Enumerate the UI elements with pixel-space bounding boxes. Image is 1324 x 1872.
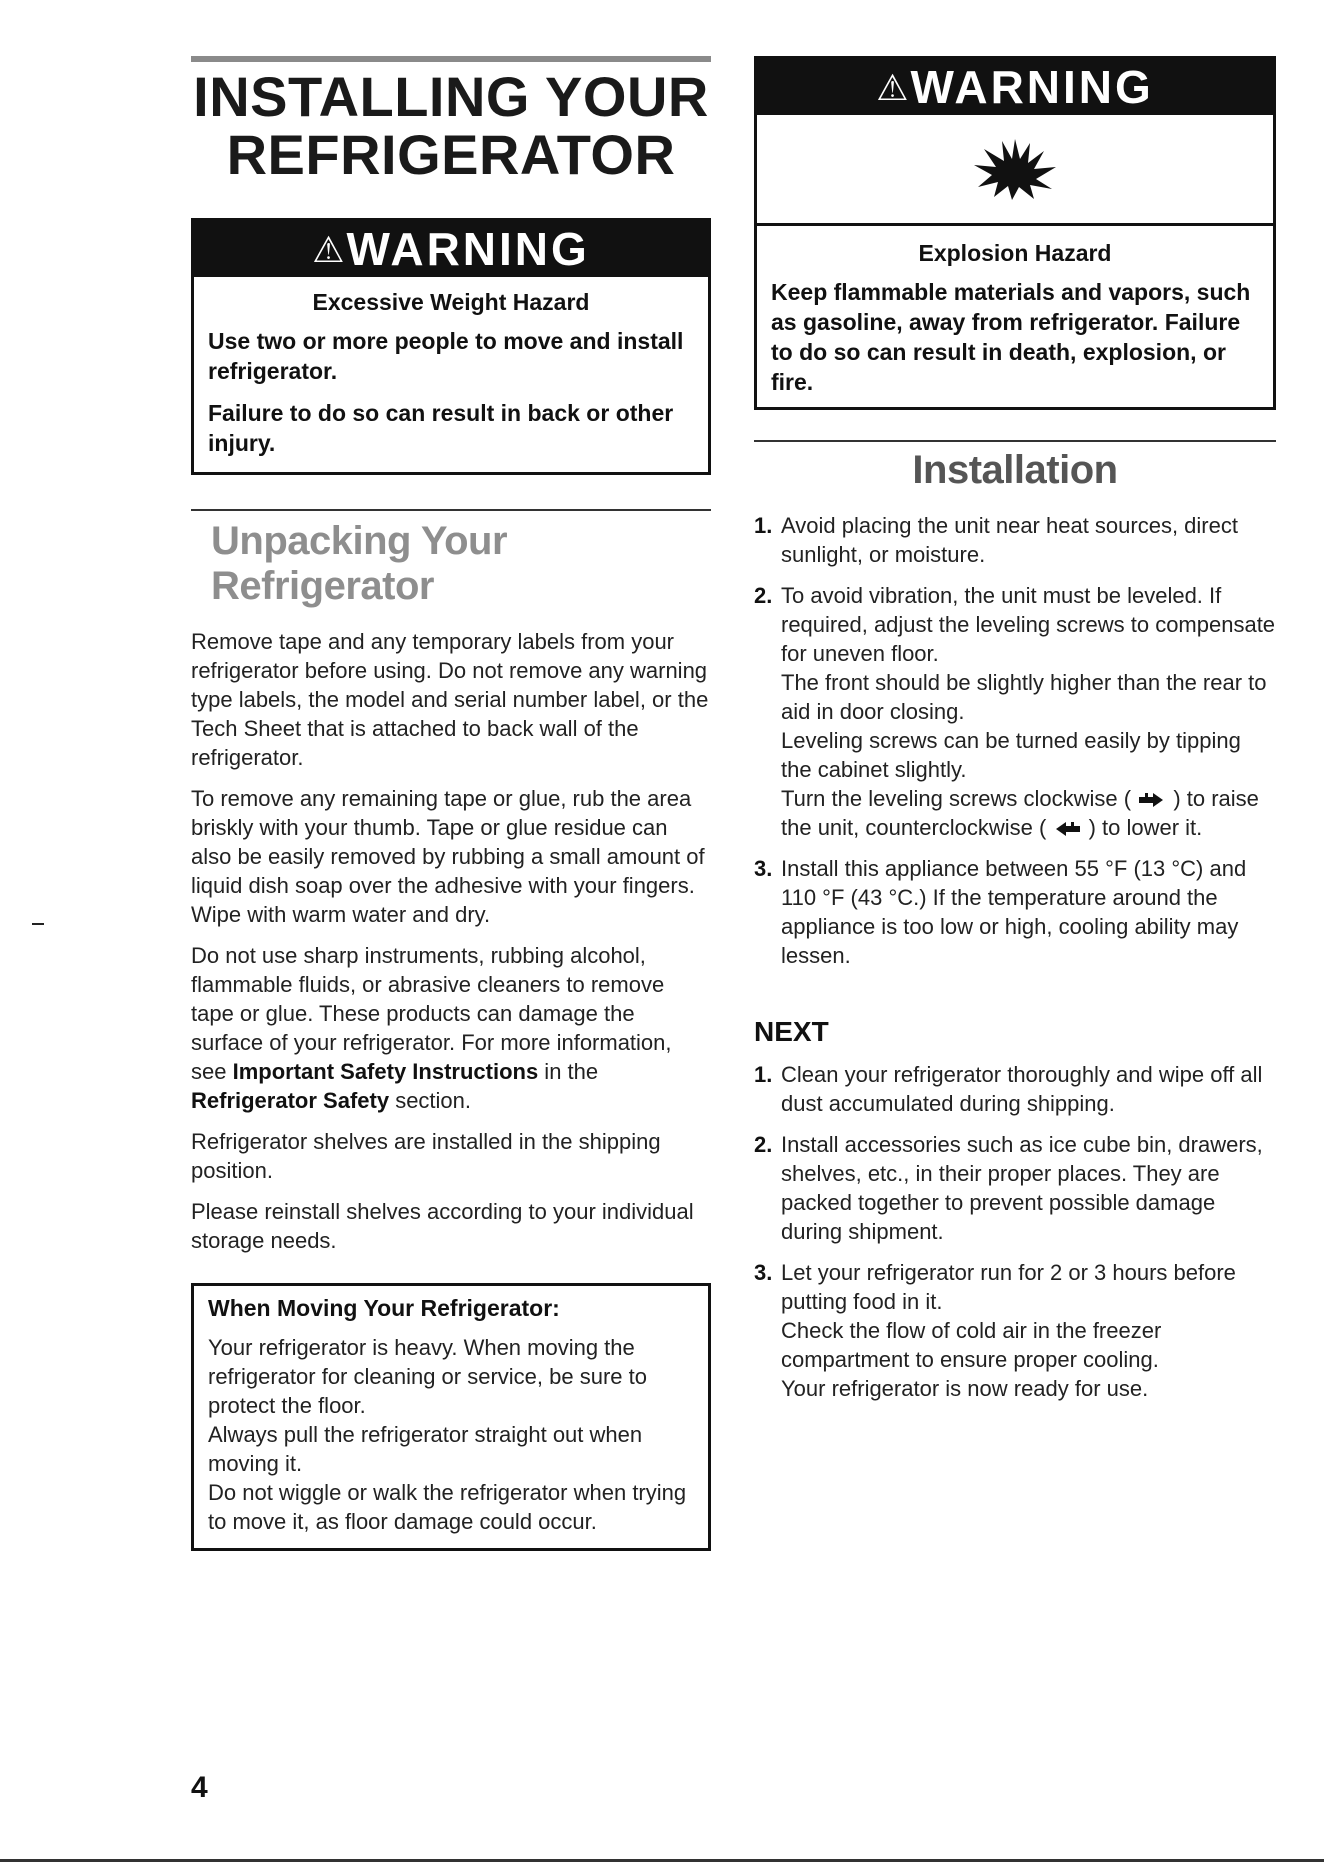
weight-warning-box (191, 218, 711, 475)
installation-list (754, 511, 1276, 970)
unpacking-paragraph: Refrigerator shelves are installed in the shipping position. (191, 1129, 661, 1183)
list-item: 2. To avoid vibration, the unit must be leveled. If required, adjust the leveling screws to compensate for uneven floor. The front should be slightly higher than the rear to aid in door closing. Leveling screws can be turned easily by tipping the cabinet slightly. Turn the leveling screws clockwise ( ) to raise the unit, counterclockwise ( ) to lower it. (754, 583, 1276, 840)
list-item: 1. Clean your refrigerator thoroughly and wipe off all dust accumulated during shipping. (754, 1062, 1263, 1116)
unpacking-paragraph: Remove tape and any temporary labels from your refrigerator before using. Do not remove any warning type labels, the model and serial number label, or the Tech Sheet that is attached to back wall of the refrigerator. (191, 629, 709, 770)
margin-mark (32, 923, 44, 925)
clockwise-arrow-icon (1137, 791, 1167, 809)
next-title: NEXT (754, 1016, 829, 1047)
list-item: 3. Install this appliance between 55 °F (13 °C) and 110 °F (43 °C.) If the temperature around the appliance is too low or high, cooling ability may lessen. (754, 856, 1247, 968)
explosion-hazard-subtitle: Explosion Hazard (918, 240, 1112, 266)
moving-notice-box: When Moving Your Refrigerator: Your refrigerator is heavy. When moving the refrigerator for cleaning or service, be sure to protect the floor. Always pull the refrigerator straight out when moving it. Do not wiggle or walk the refrigerator when trying to move it, as floor damage could occur. (191, 1283, 711, 1551)
explosion-icon-area (757, 115, 1273, 226)
explosion-warning-body: Keep flammable materials and vapors, such as gasoline, away from refrigerator. Failure to do so can result in death, explosion, or fire. (771, 279, 1251, 395)
top-rule (191, 56, 711, 62)
weight-hazard-subtitle: Excessive Weight Hazard (312, 289, 590, 315)
page-number: 4 (191, 1771, 208, 1804)
list-item: 2. Install accessories such as ice cube bin, drawers, shelves, etc., in their proper places. They are packed together to prevent possible damage during shipment. (754, 1132, 1263, 1244)
page-title: INSTALLING YOUR REFRIGERATOR (193, 65, 709, 186)
unpacking-paragraph: Do not use sharp instruments, rubbing alcohol, flammable fluids, or abrasive cleaners to remove tape or glue. These products can damage the surface of your refrigerator. For more information, see Important Safety Instructions in the Refrigerator Safety section. (191, 943, 672, 1113)
refrigerator-safety-reference: Refrigerator Safety (191, 1088, 390, 1113)
explosion-warning-box (754, 56, 1276, 410)
moving-notice-title: When Moving Your Refrigerator: (208, 1295, 560, 1321)
installation-title: Installation (912, 448, 1118, 492)
unpacking-text (191, 627, 711, 1255)
safety-instructions-reference: Important Safety Instructions (232, 1059, 539, 1084)
list-item: 3. Let your refrigerator run for 2 or 3 hours before putting food in it. Check the flow of cold air in the freezer compartment to ensure proper cooling. Your refrigerator is now ready for use. (754, 1260, 1236, 1401)
warning-header: ⚠WARNING (757, 59, 1273, 115)
warning-header: ⚠WARNING (194, 221, 708, 277)
bottom-rule (0, 1859, 1324, 1862)
counterclockwise-arrow-icon (1052, 820, 1082, 838)
section-rule (191, 509, 711, 511)
list-item: 1. Avoid placing the unit near heat sources, direct sunlight, or moisture. (754, 513, 1238, 567)
warning-triangle-icon: ⚠ (876, 67, 909, 108)
right-column (754, 56, 1276, 1415)
unpacking-paragraph: Please reinstall shelves according to your individual storage needs. (191, 1199, 694, 1253)
unpacking-paragraph: To remove any remaining tape or glue, rub the area briskly with your thumb. Tape or glue residue can also be easily removed by rubbing a small amount of liquid dish soap over the adhesive with your fingers. Wipe with warm water and dry. (191, 786, 705, 927)
unpacking-title: Unpacking Your Refrigerator (211, 519, 508, 608)
explosion-icon (972, 137, 1058, 201)
left-column (191, 56, 711, 1551)
weight-warning-body: Use two or more people to move and install refrigerator. Failure to do so can result in back or other injury. (208, 328, 684, 456)
warning-triangle-icon: ⚠ (312, 229, 345, 270)
section-rule (754, 440, 1276, 442)
next-list (754, 1060, 1276, 1403)
